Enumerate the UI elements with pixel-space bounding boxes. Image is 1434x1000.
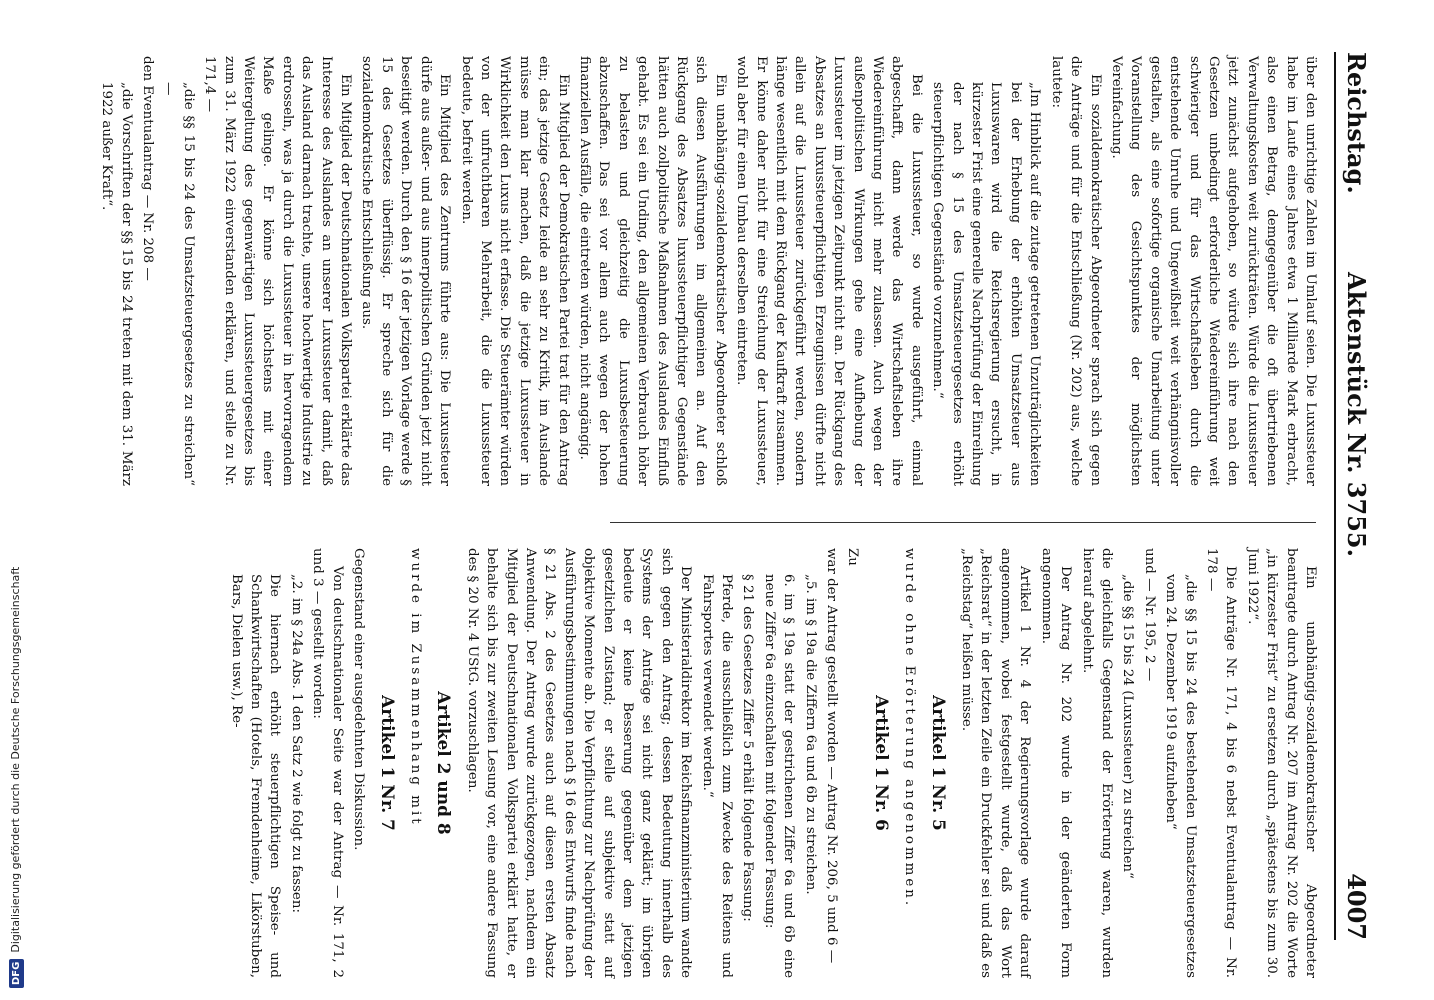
paragraph: wurde ohne Erörterung angenommen. <box>902 548 918 909</box>
paragraph: Ein Mitglied der Demokratischen Partei trat für den Antrag ein; das jetzige Gesetz leide an sehr zu Kritik, im Auslande müsse man klar machen, daß die jetzige Luxussteuer in Wirklichkeit den Luxus nicht erfasse. Die Steuerämter würden von der unfruchtbaren Mehrarbeit, die die Luxussteuer bedeute, befreit werden. <box>458 56 571 486</box>
column-divider <box>610 522 1316 523</box>
section-heading: Artikel 2 und 8 <box>433 691 454 835</box>
quoted-motion: „2. im § 24a Abs. 1 den Satz 2 wie folgt zu fassen: <box>288 574 304 913</box>
quoted-motion: „die §§ 15 bis 24 des Umsatzsteuergesetzes zu streichen“ — <box>161 82 196 486</box>
header-document-number: Aktenstück Nr. 3755. <box>1342 272 1371 557</box>
quoted-motion: § 21 des Gesetzes Ziffer 5 erhält folgende Fassung: <box>740 574 756 922</box>
section-heading: Artikel 1 Nr. 5 <box>927 695 948 831</box>
paragraph: war der Antrag gestellt worden — Antrag Nr. 206, 5 und 6 — <box>824 548 840 964</box>
quoted-motion: 6. im § 19a statt der gestrichenen Ziffer 6a und 6b eine neue Ziffer 6a einzuschalten mit folgender Fassung: <box>761 574 797 978</box>
paragraph: den Eventualantrag — Nr. 208 — <box>140 56 156 281</box>
dfg-logo-badge: DFG <box>9 959 24 988</box>
right-text-column <box>224 548 1320 978</box>
quoted-motion: Pferde, die ausschließlich zum Zwecke des Reitens und Fahrsportes verwendet werden.“ <box>699 574 735 978</box>
paragraph: Gegenstand einer ausgedehnten Diskussion. <box>351 548 367 851</box>
paragraph: Ein unabhängig-sozialdemokratischer Abgeordneter beantragte durch Antrag Nr. 207 im Antrag Nr. 202 die Worte „in kürzester Frist“ zu ersetzen durch „spätestens bis zum 30. Juni 1922“. <box>1244 548 1318 978</box>
paragraph: Ein Mitglied des Zentrums führte aus: Die Luxussteuer dürfe aus außer- und aus innerpolitischen Gründen jetzt nicht beseitigt werden. Durch den § 16 der jetzigen Vorlage werde § 15 des Gesetzes überflüssig. Er spreche sich für die sozialdemokratische Entschließung aus. <box>359 56 453 486</box>
quoted-motion: „5. im § 19a die Ziffern 6a und 6b zu streichen. <box>802 574 818 895</box>
quoted-motion: Die hiernach erhöht steuerpflichtigen Speise- und Schankwirtschaften (Hotels, Fremdenheime, Likörstuben, Bars, Dielen usw.), Re- <box>228 574 283 978</box>
quoted-motion: „die §§ 15 bis 24 des bestehenden Umsatzsteuergesetzes vom 24. Dezember 1919 aufzuheben“ <box>1163 574 1198 978</box>
paragraph: Der Ministerialdirektor im Reichsfinanzministerium wandte sich gegen den Antrag; dessen Bedeutung innerhalb des Systems der Anträge sei nicht ganz geklärt; im übrigen bedeute er keine Besserung gegenüber dem jetzigen gesetzlichen Zustand; er stelle auf subjektive statt auf objektive Momente ab. Die Verpflichtung zur Nachprüfung der Ausführungsbestimmungen nach § 16 des Entwurfs finde nach § 21 Abs. 2 des Gesetzes auch auf diesen ersten Absatz Anwendung. Der Antrag wurde zurückgezogen, nachdem ein Mitglied der Deutschnationalen Volkspartei erklärt hatte, er behalte sich bis zur zweiten Lesung vor, eine andere Fassung des § 20 Nr. 4 UStG. vorzuschlagen. <box>464 548 694 978</box>
paragraph: Ein sozialdemokratischer Abgeordneter sprach sich gegen die Anträge und für die Entschließung (Nr. 202) aus, welche lautete: <box>1048 56 1103 486</box>
paragraph: Der Antrag Nr. 202 wurde in der geänderten Form angenommen. <box>1038 548 1074 978</box>
paragraph: die gleichfalls Gegenstand der Erörterung waren, wurden hierauf abgelehnt. <box>1079 548 1114 978</box>
quoted-motion: „die Vorschriften der §§ 15 bis 24 treten mit dem 31. März 1922 außer Kraft“. <box>99 82 134 486</box>
paragraph: über den unrichtige Zahlen im Umlauf seien. Die Luxussteuer habe im Laufe eines Jahres etwa 1 Milliarde Mark erbracht, also einen Betrag, demgegenüber die oft übertriebenen Verwaltungskosten weit zurückträten. Würde die Luxussteuer jetzt zunächst aufgehoben, so würde sich ihre nach den Gesetzen unbedingt erforderliche Wiedereinführung weit schwieriger und für das Wirtschaftsleben durch die entstehende Unruhe und Ungewißheit weit verhängnisvoller gestalten, als eine sofortige organische Umarbeitung unter Voranstellung des Gesichtspunktes der möglichsten Vereinfachung. <box>1108 56 1318 486</box>
paragraph: Bei die Luxussteuer, so wurde ausgeführt, einmal abgeschafft, dann werde das Wirtschaftsleben ihre Wiedereinführung nicht mehr zulassen. Auch wegen der außenpolitischen Wirkungen gehe eine Aufhebung der Luxussteuer im jetzigen Zeitpunkt nicht an. Der Rückgang des Absatzes an luxussteuerpflichtigen Erzeugnissen dürfte nicht allein auf die Luxussteuer zurückgeführt werden, sondern hänge wesentlich mit dem Rückgang der Kaufkraft zusammen. Er könne daher nicht für eine Streichung der Luxussteuer, wohl aber für einen Umbau derselben eintreten. <box>734 56 924 486</box>
quoted-motion: „die §§ 15 bis 24 (Luxussteuer) zu streichen“ <box>1120 574 1136 879</box>
paragraph: Ein Mitglied der Deutschnationalen Volkspartei erklärte das Interesse des Auslandes an unserer Luxussteuer damit, daß das Ausland darnach trachte, unsere hochwertige Industrie zu erdrosseln, was ja durch die Luxussteuer in hervorragendem Maße gelinge. Er könne sich höchstens mit einer Weitergeltung des gegenwärtigen Luxussteuergesetzes bis zum 31. März 1922 einverstanden erklären, und stelle zu Nr. 171,4 — <box>202 56 354 486</box>
page-number: 4007 <box>1342 873 1371 940</box>
paragraph: Die Anträge Nr. 171, 4 bis 6 nebst Eventualantrag — Nr. 178 — <box>1203 548 1239 978</box>
paragraph: wurde im Zusammenhang mit <box>407 548 423 827</box>
paragraph: Von deutschnationaler Seite war der Antrag — Nr. 171, 2 und 3 — gestellt worden: <box>310 548 345 978</box>
digitization-credit-text: Digitalisierung gefördert durch die Deutsche Forschungsgemeinschaft <box>9 566 22 953</box>
paragraph: Ein unabhängig-sozialdemokratischer Abgeordneter schloß sich diesen Ausführungen im allgemeinen an. Auf den Rückgang des Absatzes luxussteuerpflichtiger Gegenstände hätten auch zollpolitische Maßnahmen des Auslandes Einfluß gehabt. Es sei ein Unding, den allgemeinen Verbrauch höher zu belasten und gleichzeitig die Luxusbesteuerung abzuschaffen. Das sei vor allem auch wegen der hohen finanziellen Ausfälle, die eintreten würden, nicht angängig. <box>576 56 728 486</box>
quoted-resolution: „Im Hinblick auf die zutage getretenen Unzuträglichkeiten bei der Erhebung der erhöhten Umsatzsteuer aus Luxuswaren wird die Reichsregierung ersucht, in kürzester Frist eine generelle Nachprüfung der Einreihung der nach § 15 des Umsatzsteuergesetzes erhöht steuerpflichtigen Gegenstände vorzunehmen.“ <box>930 82 1043 486</box>
section-heading: Artikel 1 Nr. 7 <box>376 695 397 831</box>
paragraph: Artikel 1 Nr. 4 der Regierungsvorlage wurde darauf angenommen, wobei festgestellt wurde, daß das Wort „Reichsrat“ in der letzten Zeile ein Druckfehler sei und daß es „Reichstag“ heißen müsse. <box>959 548 1033 978</box>
section-heading: Artikel 1 Nr. 6 <box>870 695 891 831</box>
paragraph: Zu <box>845 548 861 566</box>
left-text-column <box>95 56 1320 486</box>
paragraph: und — Nr. 195, 2 — <box>1141 548 1157 682</box>
header-reichstag: Reichstag. <box>1342 52 1371 194</box>
running-header <box>1334 52 1382 940</box>
